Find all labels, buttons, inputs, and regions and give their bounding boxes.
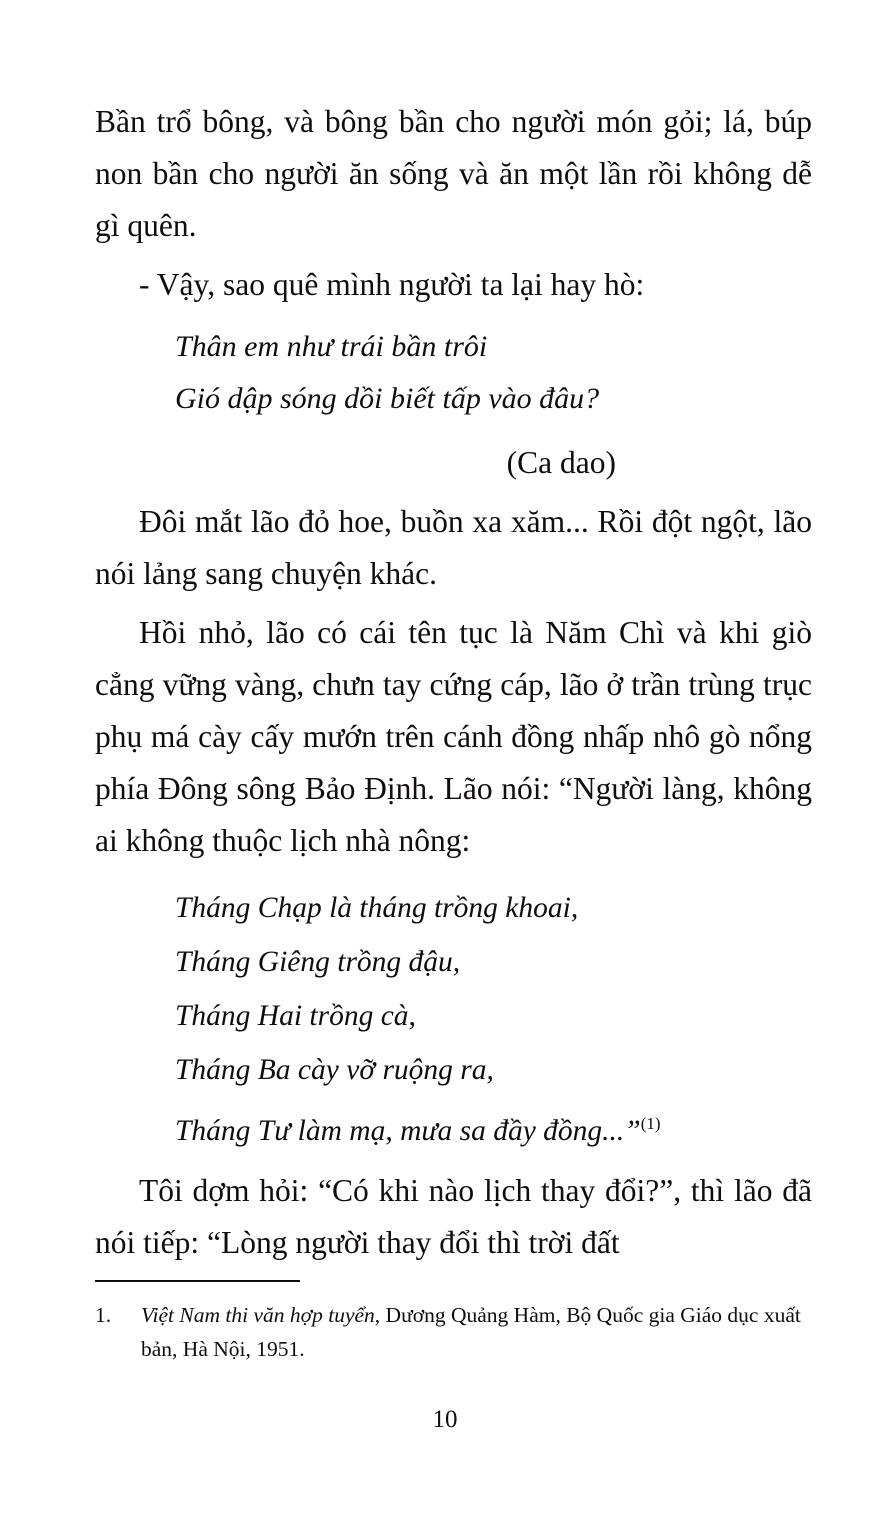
paragraph-3: Hồi nhỏ, lão có cái tên tục là Năm Chì và khi giò cẳng vững vàng, chưn tay cứng cáp, lão ở trần trùng trục phụ má cày cấy mướn trên cánh đồng nhấp nhô gò nổng phía Đông sông Bảo Định. Lão nói: “Người làng, không ai không thuộc lịch nhà nông: [95,615,812,858]
verse-line-with-footnote [95,1097,812,1158]
verse-block-cadao [95,321,812,425]
verse-block-lich-nha-nong [95,881,812,1158]
footnote-text [141,1298,811,1366]
footnote-1 [95,1298,811,1366]
verse-line: Tháng Chạp là tháng trồng khoai, [175,892,579,924]
verse-line: Thân em như trái bần trôi [175,330,488,363]
verse-line: Tháng Hai trồng cà, [175,1000,416,1032]
verse-line-text: Tháng Tư làm mạ, mưa sa đầy đồng...” [175,1114,641,1147]
verse-line: Gió dập sóng dồi biết tấp vào đâu? [175,382,600,415]
page-number: 10 [432,1406,458,1433]
verse-line: Tháng Giêng trồng đậu, [175,946,461,978]
footnote-rest: , Dương Quảng Hàm, Bộ Quốc gia Giáo dục xuất bản, Hà Nội, 1951. [141,1303,801,1361]
footnote-divider [95,1280,300,1282]
paragraph-2: Đôi mắt lão đỏ hoe, buồn xa xăm... Rồi đột ngột, lão nói lảng sang chuyện khác. [95,504,812,591]
footnote-marker: (1) [640,1114,661,1133]
paragraph-1: Bần trổ bông, và bông bần cho người món gỏi; lá, búp non bần cho người ăn sống và ăn một lần rồi không dễ gì quên. [95,104,812,243]
paragraph-dialogue: - Vậy, sao quê mình người ta lại hay hò: [139,267,645,302]
verse-attribution: (Ca dao) [506,445,616,480]
footnote-title: Việt Nam thi văn hợp tuyển [141,1303,375,1327]
footnote-area [95,1280,811,1366]
paragraph-4: Tôi dợm hỏi: “Có khi nào lịch thay đổi?”, thì lão đã nói tiếp: “Lòng người thay đổi thì trời đất [95,1172,812,1260]
verse-line: Tháng Ba cày vỡ ruộng ra, [175,1054,494,1086]
footnote-number: 1. [95,1303,112,1327]
